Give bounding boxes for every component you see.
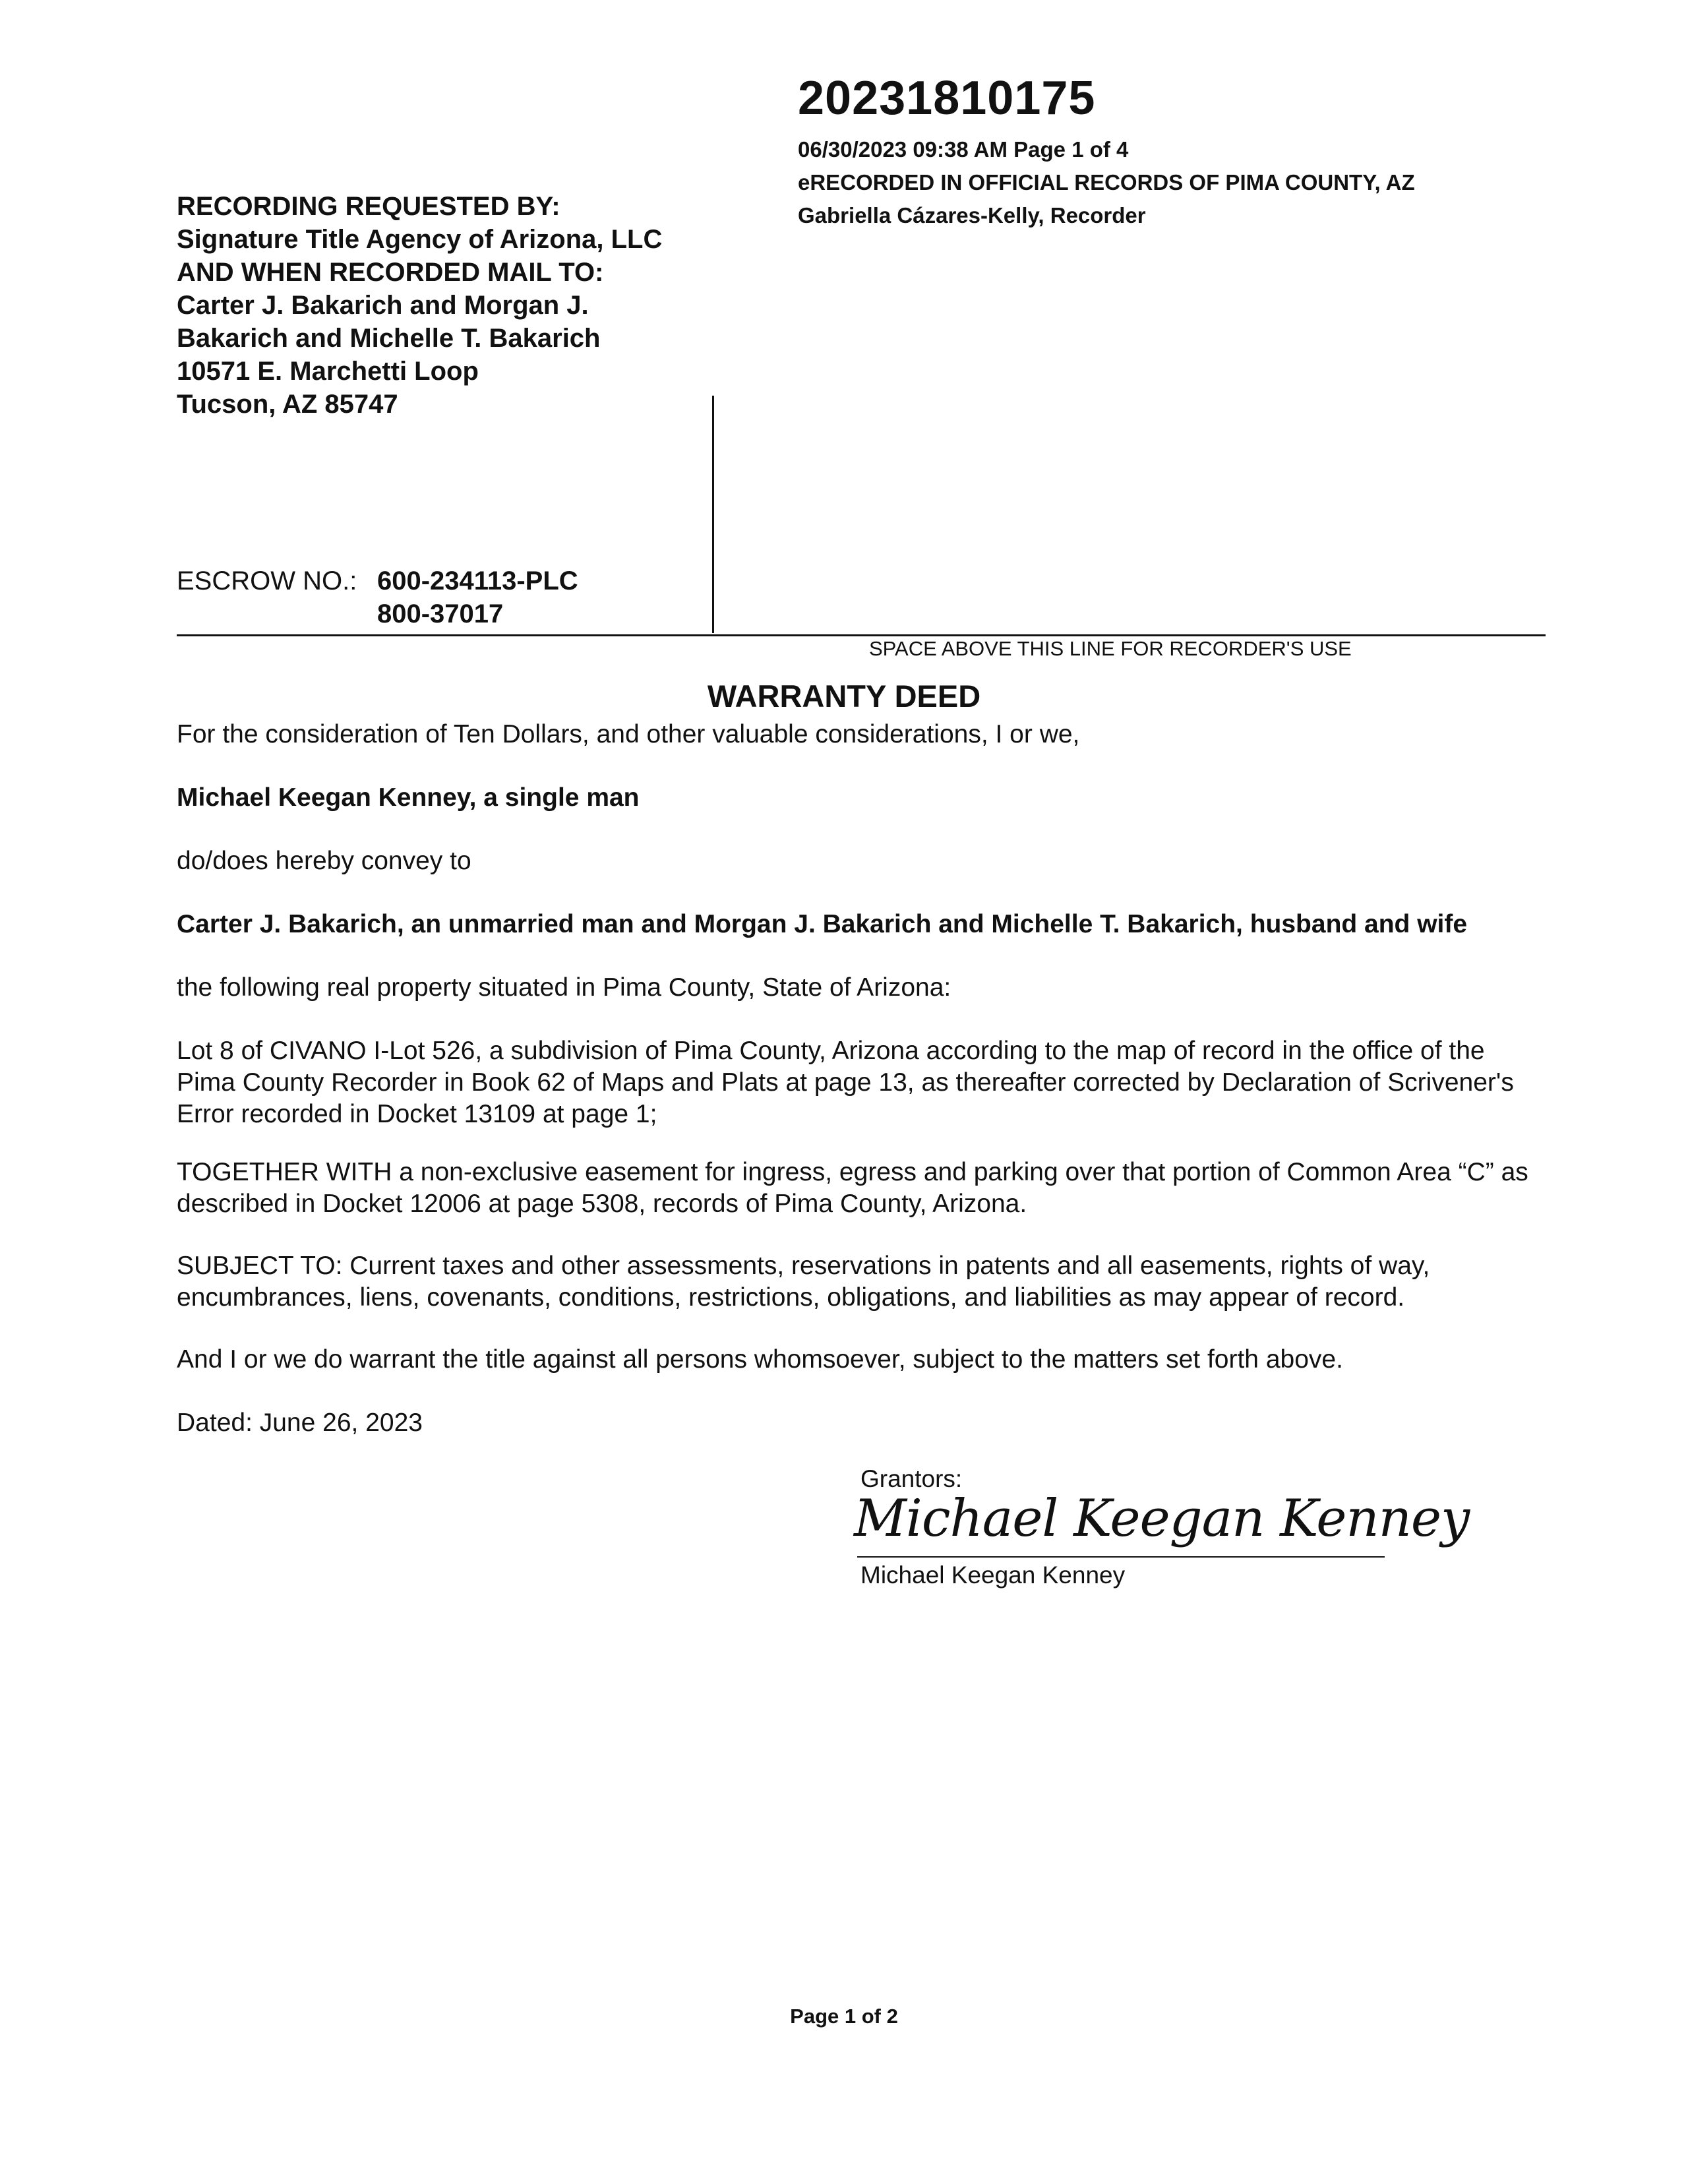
property-intro-text: the following real property situated in Pima County, State of Arizona: bbox=[177, 973, 951, 1002]
mail-to-line-2: Bakarich and Michelle T. Bakarich bbox=[177, 324, 601, 353]
recorder-space-line bbox=[177, 634, 1546, 636]
convey-text: do/does hereby convey to bbox=[177, 847, 471, 875]
deed-title: WARRANTY DEED bbox=[707, 679, 981, 713]
escrow-block bbox=[177, 564, 578, 630]
mail-to-label: AND WHEN RECORDED MAIL TO: bbox=[177, 258, 604, 287]
requested-by: Signature Title Agency of Arizona, LLC bbox=[177, 225, 663, 254]
easement-text: TOGETHER WITH a non-exclusive easement for ingress, egress and parking over that portion of Common Area “C” as described in Docket 12006 at page 5308, records of Pima County, Arizona. bbox=[177, 1158, 1528, 1218]
escrow-label: ESCROW NO.: bbox=[177, 566, 357, 595]
dated-text: Dated: June 26, 2023 bbox=[177, 1409, 423, 1437]
requested-by-label: RECORDING REQUESTED BY: bbox=[177, 192, 560, 221]
recording-datetime-page: 06/30/2023 09:38 AM Page 1 of 4 bbox=[798, 137, 1129, 162]
document-number: 20231810175 bbox=[798, 72, 1096, 125]
recorder-use-notice: SPACE ABOVE THIS LINE FOR RECORDER'S USE bbox=[869, 637, 1352, 660]
page-number: Page 1 of 2 bbox=[790, 2005, 898, 2028]
recorder-name: Gabriella Cázares-Kelly, Recorder bbox=[798, 203, 1146, 228]
recorder-box-divider bbox=[712, 396, 714, 633]
warranty-text: And I or we do warrant the title against all persons whomsoever, subject to the matters set forth above. bbox=[177, 1345, 1343, 1374]
escrow-number-2: 800-37017 bbox=[377, 599, 504, 628]
address-line-1: 10571 E. Marchetti Loop bbox=[177, 357, 479, 386]
grantor-text: Michael Keegan Kenney, a single man bbox=[177, 783, 640, 812]
signature-line bbox=[857, 1556, 1385, 1558]
mail-to-line-1: Carter J. Bakarich and Morgan J. bbox=[177, 291, 589, 320]
address-line-2: Tucson, AZ 85747 bbox=[177, 390, 398, 419]
recording-office: eRECORDED IN OFFICIAL RECORDS OF PIMA COUNTY, AZ bbox=[798, 170, 1415, 195]
grantees-text: Carter J. Bakarich, an unmarried man and Morgan J. Bakarich and Michelle T. Bakarich, husband and wife bbox=[177, 910, 1468, 938]
grantors-label: Grantors: bbox=[860, 1465, 963, 1492]
escrow-number-1: 600-234113-PLC bbox=[377, 566, 578, 595]
recording-request-block bbox=[177, 190, 662, 421]
subject-to-text: SUBJECT TO: Current taxes and other assessments, reservations in patents and all easements, rights of way, encumbrances, liens, covenants, conditions, restrictions, obligations, and liabilities as may appear of record. bbox=[177, 1252, 1430, 1312]
consideration-text: For the consideration of Ten Dollars, and other valuable considerations, I or we, bbox=[177, 720, 1080, 748]
grantor-printed-name: Michael Keegan Kenney bbox=[860, 1562, 1126, 1589]
grantor-signature: Michael Keegan Kenney bbox=[854, 1489, 1470, 1548]
legal-description-text: Lot 8 of CIVANO I-Lot 526, a subdivision of Pima County, Arizona according to the map of record in the office of the Pima County Recorder in Book 62 of Maps and Plats at page 13, as thereafter corrected by Declaration of Scrivener's Error recorded in Docket 13109 at page 1; bbox=[177, 1037, 1514, 1128]
